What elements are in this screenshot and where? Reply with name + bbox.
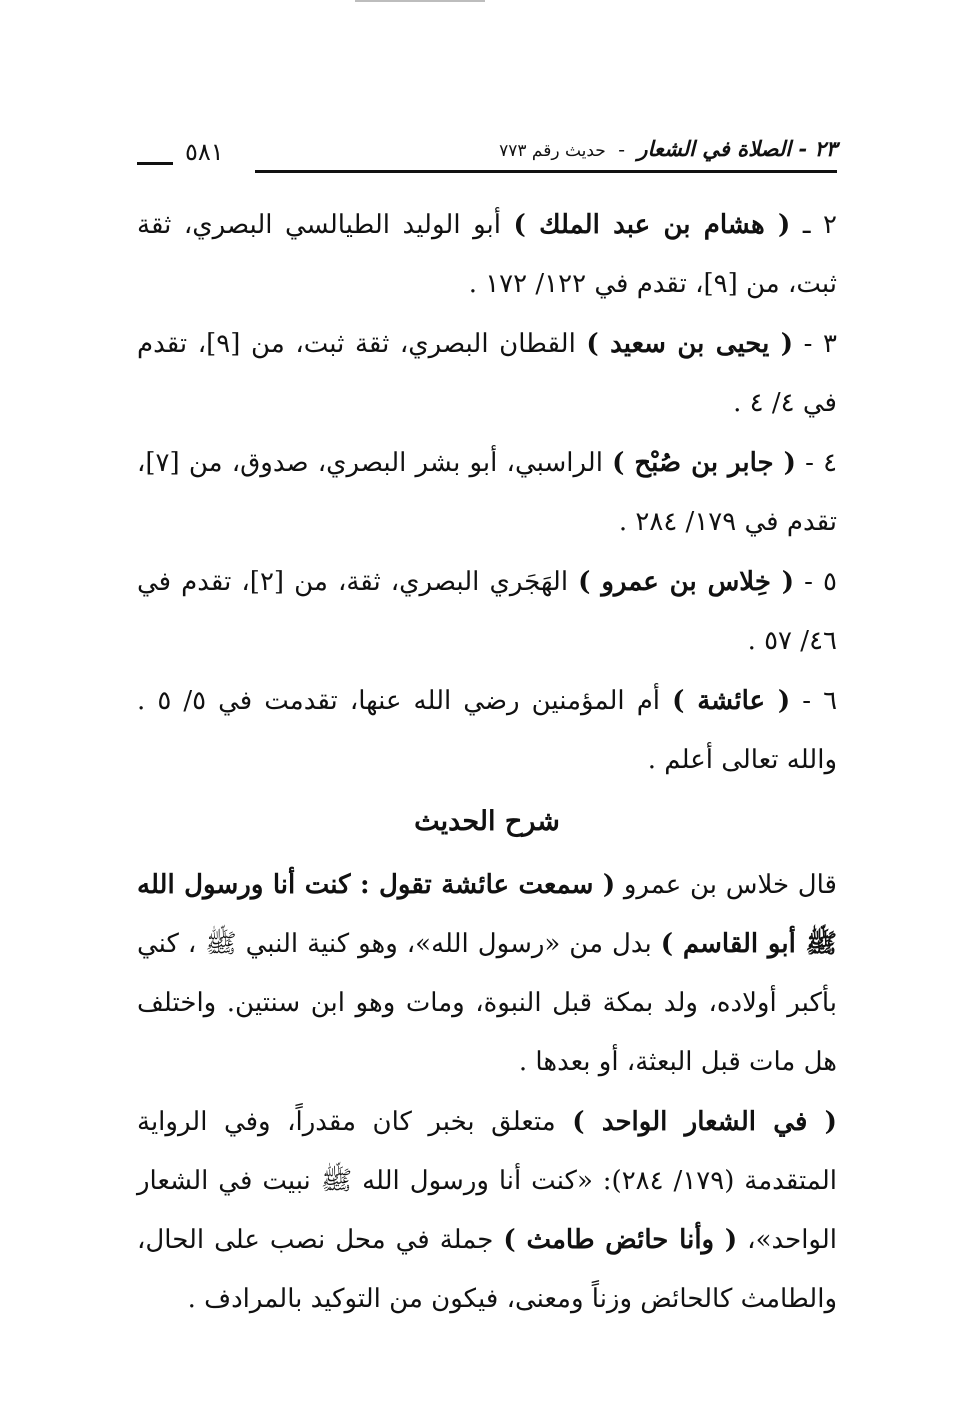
narrator-text: أبو الوليد الطيالسي البصري، ثقة ثبت، من [٩]، تقدم في ١٢٢/ ١٧٢ . bbox=[137, 210, 837, 299]
narrator-text: الراسبي، أبو بشر البصري، صدوق، من [٧]، تقدم في ١٧٩/ ٢٨٤ . bbox=[137, 448, 837, 537]
narrator-3 bbox=[137, 315, 837, 433]
explanation-text: بدل من «رسول الله»، وهو كنية النبي ﷺ ، كني بأكبر أولاده، ولد بمكة قبل النبوة، ومات وهو ابن سنتين. واختلف هل مات قبل البعثة، أو بعدها . bbox=[137, 929, 837, 1077]
running-header bbox=[137, 132, 837, 180]
narrator-name: ( خِلاس بن عمرو ) bbox=[578, 567, 795, 597]
narrator-name: ( يحيى بن سعيد ) bbox=[586, 329, 794, 359]
explanation-text-1: متعلق بخبر كان مقدراً، وفي الرواية المتقدمة (١٧٩/ ٢٨٤): «كنت أنا ورسول الله ﷺ نبيت في الشعار الواحد»، bbox=[137, 1107, 838, 1255]
narrator-6 bbox=[137, 672, 837, 790]
narrator-text: أم المؤمنين رضي الله عنها، تقدمت في ٥/ ٥ . والله تعالى أعلم . bbox=[137, 686, 837, 775]
narrator-5 bbox=[137, 553, 837, 671]
narrator-text: الهَجَري البصري، ثقة، من [٢]، تقدم في ٤٦/ ٥٧ . bbox=[137, 567, 837, 656]
narrator-number: ٦ - bbox=[802, 686, 838, 716]
explanation-text-2: جملة في محل نصب على الحال، والطامث كالحائض وزناً ومعنى، فيكون من التوكيد بالمرادف . bbox=[137, 1225, 837, 1314]
section-heading: شرح الحديث bbox=[414, 806, 560, 837]
narrator-number: ٢ ـ bbox=[802, 210, 837, 240]
narrator-name: ( جابر بن صُبْح ) bbox=[612, 448, 796, 478]
running-title bbox=[499, 136, 837, 161]
explanation-paragraph-2 bbox=[137, 1093, 837, 1329]
hadith-number: حديث رقم ٧٧٣ bbox=[499, 141, 606, 161]
quoted-phrase-1: ( في الشعار الواحد ) bbox=[572, 1107, 837, 1137]
page-body bbox=[137, 196, 837, 1330]
narrator-name: ( عائشة ) bbox=[672, 686, 791, 716]
page-number-dash bbox=[137, 162, 173, 165]
chapter-title: ٢٣ - الصلاة في الشعار bbox=[637, 136, 837, 161]
narrator-name: ( هشام بن عبد الملك ) bbox=[513, 210, 791, 240]
explanation-intro: قال خلاس بن عمرو bbox=[615, 870, 837, 900]
quoted-hadith-text: ( سمعت عائشة تقول : كنت أنا ورسول الله ﷺ أبو القاسم ) bbox=[137, 870, 837, 959]
header-rule bbox=[255, 170, 837, 173]
narrator-number: ٥ - bbox=[804, 567, 838, 597]
quoted-phrase-2: ( وأنا حائض طامث ) bbox=[503, 1225, 738, 1255]
top-edge-rule bbox=[355, 0, 485, 2]
narrator-text: القطان البصري، ثقة ثبت، من [٩]، تقدم في ٤/ ٤ . bbox=[137, 329, 837, 418]
title-separator: - bbox=[618, 137, 625, 161]
narrator-number: ٣ - bbox=[803, 329, 838, 359]
narrator-number: ٤ - bbox=[805, 448, 838, 478]
narrator-4 bbox=[137, 434, 837, 552]
explanation-paragraph-1 bbox=[137, 856, 837, 1092]
narrator-2 bbox=[137, 196, 837, 314]
page-number: ٥٨١ bbox=[185, 138, 224, 166]
